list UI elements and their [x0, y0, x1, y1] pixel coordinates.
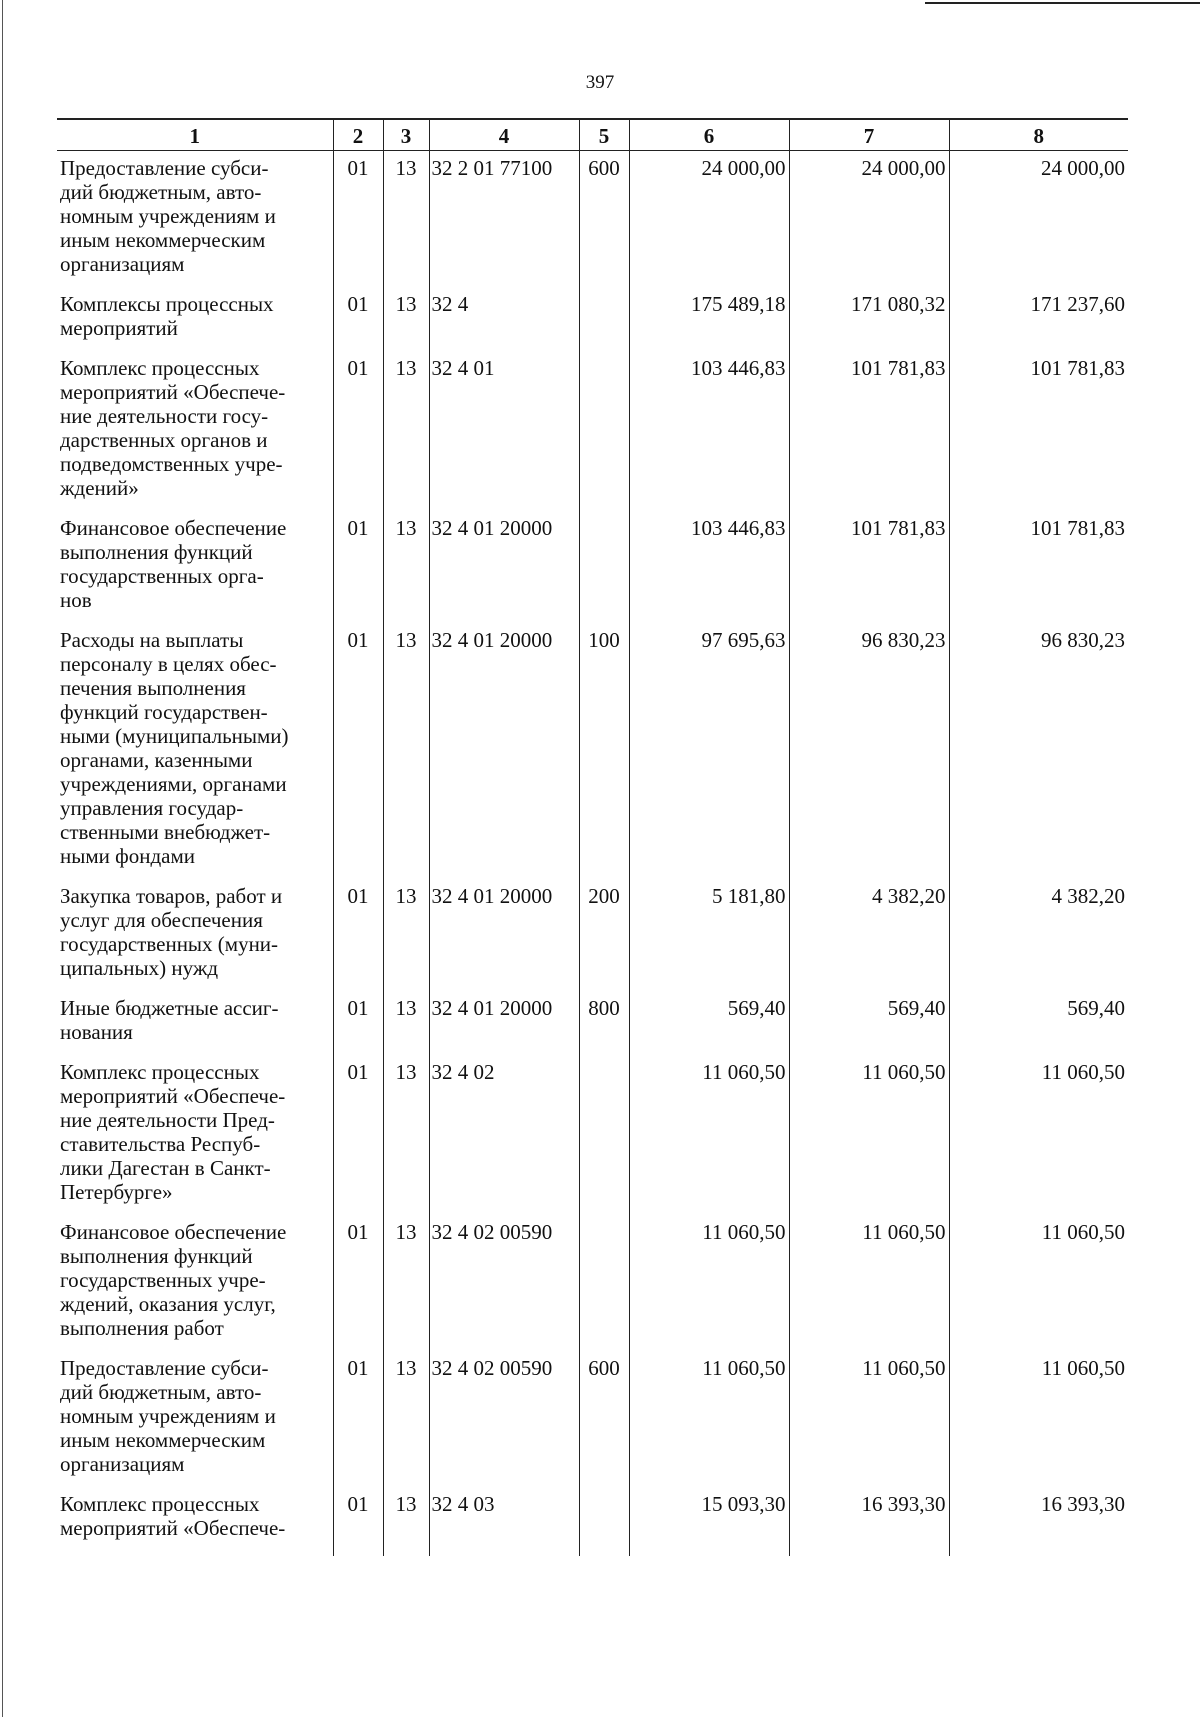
- amount-year3-cell: 11 060,50: [949, 1356, 1128, 1492]
- subsection-code-cell: 13: [383, 1220, 429, 1356]
- target-article-cell: 32 4 01 20000: [429, 996, 579, 1060]
- row-name-cell: Комплекс процессных мероприятий «Обеспече-: [57, 1492, 333, 1556]
- row-name-cell: Закупка товаров, работ и услуг для обеспечения государственных (муни- ципальных) нужд: [57, 884, 333, 996]
- row-name-cell: Комплекс процессных мероприятий «Обеспече- ние деятельности госу- дарственных органов и подведомственных учре- ждений»: [57, 356, 333, 516]
- expense-type-cell: 800: [579, 996, 629, 1060]
- amount-year3-cell: 171 237,60: [949, 292, 1128, 356]
- target-article-cell: 32 4 01 20000: [429, 884, 579, 996]
- amount-year1-cell: 5 181,80: [629, 884, 789, 996]
- section-code-cell: 01: [333, 516, 383, 628]
- table-row: [57, 356, 1128, 516]
- amount-year2-cell: 11 060,50: [789, 1220, 949, 1356]
- row-name-cell: Иные бюджетные ассиг- нования: [57, 996, 333, 1060]
- scan-edge-line: [2, 0, 3, 1717]
- amount-year1-cell: 24 000,00: [629, 151, 789, 293]
- section-code-cell: 01: [333, 1060, 383, 1220]
- subsection-code-cell: 13: [383, 996, 429, 1060]
- amount-year3-cell: 16 393,30: [949, 1492, 1128, 1556]
- header-cell: 5: [579, 119, 629, 151]
- table-row: [57, 1356, 1128, 1492]
- table-row: [57, 884, 1128, 996]
- top-rule: [925, 2, 1200, 4]
- amount-year3-cell: 4 382,20: [949, 884, 1128, 996]
- expense-type-cell: [579, 1220, 629, 1356]
- subsection-code-cell: 13: [383, 884, 429, 996]
- amount-year1-cell: 175 489,18: [629, 292, 789, 356]
- amount-year3-cell: 101 781,83: [949, 516, 1128, 628]
- header-row: [57, 119, 1128, 151]
- row-name-cell: Комплекс процессных мероприятий «Обеспече- ние деятельности Пред- ставительства Респуб- лики Дагестан в Санкт- Петербурге»: [57, 1060, 333, 1220]
- amount-year3-cell: 11 060,50: [949, 1220, 1128, 1356]
- amount-year1-cell: 103 446,83: [629, 516, 789, 628]
- expense-type-cell: 600: [579, 151, 629, 293]
- amount-year1-cell: 15 093,30: [629, 1492, 789, 1556]
- expense-type-cell: 100: [579, 628, 629, 884]
- section-code-cell: 01: [333, 1220, 383, 1356]
- expense-type-cell: 600: [579, 1356, 629, 1492]
- expense-type-cell: [579, 1492, 629, 1556]
- subsection-code-cell: 13: [383, 356, 429, 516]
- row-name-cell: Финансовое обеспечение выполнения функций государственных орга- нов: [57, 516, 333, 628]
- section-code-cell: 01: [333, 356, 383, 516]
- amount-year2-cell: 101 781,83: [789, 516, 949, 628]
- target-article-cell: 32 4 03: [429, 1492, 579, 1556]
- header-cell: 6: [629, 119, 789, 151]
- table-row: [57, 292, 1128, 356]
- target-article-cell: 32 4 02 00590: [429, 1220, 579, 1356]
- expense-type-cell: [579, 1060, 629, 1220]
- amount-year3-cell: 101 781,83: [949, 356, 1128, 516]
- amount-year1-cell: 11 060,50: [629, 1060, 789, 1220]
- subsection-code-cell: 13: [383, 1356, 429, 1492]
- row-name-cell: Расходы на выплаты персоналу в целях обес- печения выполнения функций государствен- ными (муниципальными) органами, казенными учреждениями, органами управления государ- ственными внебюджет- ными фондами: [57, 628, 333, 884]
- section-code-cell: 01: [333, 884, 383, 996]
- target-article-cell: 32 4 02 00590: [429, 1356, 579, 1492]
- section-code-cell: 01: [333, 1492, 383, 1556]
- section-code-cell: 01: [333, 628, 383, 884]
- header-cell: 4: [429, 119, 579, 151]
- table-row: [57, 1492, 1128, 1556]
- row-name-cell: Предоставление субси- дий бюджетным, авто- номным учреждениям и иным некоммерческим организациям: [57, 151, 333, 293]
- amount-year3-cell: 96 830,23: [949, 628, 1128, 884]
- amount-year2-cell: 569,40: [789, 996, 949, 1060]
- section-code-cell: 01: [333, 1356, 383, 1492]
- amount-year1-cell: 569,40: [629, 996, 789, 1060]
- target-article-cell: 32 4 02: [429, 1060, 579, 1220]
- header-cell: 2: [333, 119, 383, 151]
- target-article-cell: 32 2 01 77100: [429, 151, 579, 293]
- expense-type-cell: [579, 516, 629, 628]
- subsection-code-cell: 13: [383, 628, 429, 884]
- subsection-code-cell: 13: [383, 516, 429, 628]
- subsection-code-cell: 13: [383, 1492, 429, 1556]
- amount-year2-cell: 24 000,00: [789, 151, 949, 293]
- table-row: [57, 628, 1128, 884]
- table-row: [57, 516, 1128, 628]
- amount-year2-cell: 16 393,30: [789, 1492, 949, 1556]
- amount-year2-cell: 171 080,32: [789, 292, 949, 356]
- target-article-cell: 32 4: [429, 292, 579, 356]
- target-article-cell: 32 4 01: [429, 356, 579, 516]
- expense-type-cell: 200: [579, 884, 629, 996]
- row-name-cell: Комплексы процессных мероприятий: [57, 292, 333, 356]
- header-cell: 1: [57, 119, 333, 151]
- header-cell: 8: [949, 119, 1128, 151]
- page-number: 397: [585, 72, 615, 93]
- subsection-code-cell: 13: [383, 151, 429, 293]
- expense-type-cell: [579, 292, 629, 356]
- header-cell: 3: [383, 119, 429, 151]
- table-row: [57, 1220, 1128, 1356]
- subsection-code-cell: 13: [383, 292, 429, 356]
- header-cell: 7: [789, 119, 949, 151]
- amount-year1-cell: 11 060,50: [629, 1356, 789, 1492]
- table-row: [57, 1060, 1128, 1220]
- target-article-cell: 32 4 01 20000: [429, 628, 579, 884]
- amount-year3-cell: 24 000,00: [949, 151, 1128, 293]
- table-row: [57, 996, 1128, 1060]
- table-row: [57, 151, 1128, 293]
- amount-year3-cell: 569,40: [949, 996, 1128, 1060]
- target-article-cell: 32 4 01 20000: [429, 516, 579, 628]
- amount-year1-cell: 11 060,50: [629, 1220, 789, 1356]
- amount-year2-cell: 96 830,23: [789, 628, 949, 884]
- expense-type-cell: [579, 356, 629, 516]
- subsection-code-cell: 13: [383, 1060, 429, 1220]
- section-code-cell: 01: [333, 996, 383, 1060]
- row-name-cell: Финансовое обеспечение выполнения функций государственных учре- ждений, оказания услуг, выполнения работ: [57, 1220, 333, 1356]
- amount-year1-cell: 103 446,83: [629, 356, 789, 516]
- amount-year2-cell: 11 060,50: [789, 1356, 949, 1492]
- budget-table: [57, 118, 1128, 1556]
- section-code-cell: 01: [333, 151, 383, 293]
- amount-year2-cell: 101 781,83: [789, 356, 949, 516]
- amount-year1-cell: 97 695,63: [629, 628, 789, 884]
- section-code-cell: 01: [333, 292, 383, 356]
- amount-year2-cell: 4 382,20: [789, 884, 949, 996]
- amount-year2-cell: 11 060,50: [789, 1060, 949, 1220]
- row-name-cell: Предоставление субси- дий бюджетным, авто- номным учреждениям и иным некоммерческим организациям: [57, 1356, 333, 1492]
- amount-year3-cell: 11 060,50: [949, 1060, 1128, 1220]
